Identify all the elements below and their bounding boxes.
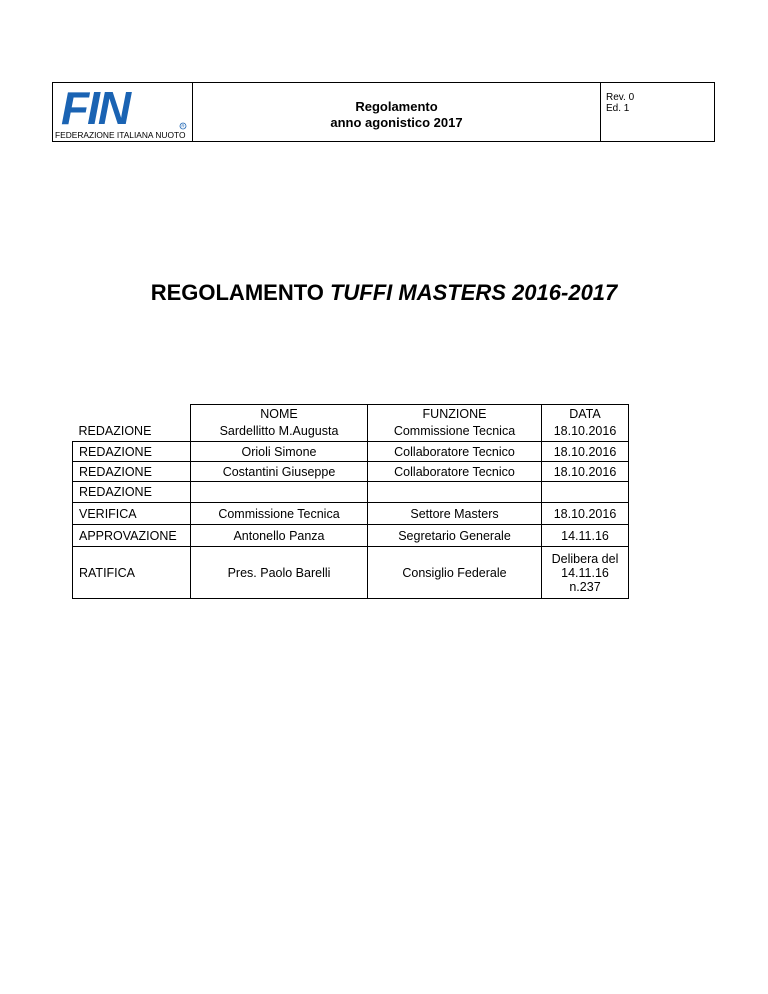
header-title — [193, 83, 601, 141]
header-title-line2: anno agonistico 2017 — [330, 115, 463, 130]
revision-cell — [601, 83, 714, 141]
column-header-nome: NOME — [260, 407, 298, 421]
role-label: REDAZIONE — [73, 482, 191, 503]
table-row — [73, 482, 629, 503]
role-label: REDAZIONE — [73, 442, 191, 462]
data-value: 18.10.2016 — [553, 424, 617, 438]
nome-value: Costantini Giuseppe — [191, 462, 368, 482]
nome-value: Sardellitto M.Augusta — [219, 424, 339, 438]
funzione-value: Commissione Tecnica — [393, 424, 516, 438]
role-label: REDAZIONE — [78, 424, 152, 438]
table-row — [73, 442, 629, 462]
logo-text: FIN — [61, 86, 130, 130]
funzione-value: Segretario Generale — [368, 525, 542, 547]
approval-table — [72, 404, 629, 599]
funzione-value: Collaboratore Tecnico — [368, 442, 542, 462]
logo-caption: FEDERAZIONE ITALIANA NUOTO — [55, 130, 186, 140]
data-value: 14.11.16 — [542, 525, 629, 547]
table-cell — [542, 405, 629, 442]
title-italic: TUFFI MASTERS 2016-2017 — [329, 280, 618, 305]
page-title — [0, 280, 768, 306]
table-row — [73, 525, 629, 547]
document-header — [52, 82, 715, 142]
table-row — [73, 547, 629, 599]
revision: Rev. 0 — [606, 92, 635, 103]
nome-value: Pres. Paolo Barelli — [191, 547, 368, 599]
delibera-date: 14.11.16 — [561, 565, 609, 580]
table-cell — [368, 405, 542, 442]
role-label: APPROVAZIONE — [73, 525, 191, 547]
table-cell — [191, 405, 368, 442]
funzione-value: Collaboratore Tecnico — [368, 462, 542, 482]
fin-logo — [59, 86, 189, 130]
data-value: 18.10.2016 — [542, 462, 629, 482]
role-label: REDAZIONE — [73, 462, 191, 482]
funzione-value: Settore Masters — [368, 503, 542, 525]
svg-text:R: R — [181, 123, 185, 129]
edition: Ed. 1 — [606, 103, 630, 114]
nome-value: Commissione Tecnica — [191, 503, 368, 525]
data-value — [542, 547, 629, 599]
funzione-value: Consiglio Federale — [368, 547, 542, 599]
column-header-data: DATA — [569, 407, 601, 421]
data-value: 18.10.2016 — [542, 442, 629, 462]
title-prefix: REGOLAMENTO — [150, 280, 330, 305]
funzione-value — [368, 482, 542, 503]
logo-cell — [53, 83, 193, 141]
table-row — [73, 462, 629, 482]
data-value — [542, 482, 629, 503]
table-cell — [73, 405, 191, 442]
header-title-line1: Regolamento — [355, 99, 438, 114]
column-header-funzione: FUNZIONE — [422, 407, 487, 421]
role-label: VERIFICA — [73, 503, 191, 525]
table-row — [73, 503, 629, 525]
data-value: 18.10.2016 — [542, 503, 629, 525]
nome-value — [191, 482, 368, 503]
nome-value: Orioli Simone — [191, 442, 368, 462]
nome-value: Antonello Panza — [191, 525, 368, 547]
delibera-number: n.237 — [569, 579, 601, 594]
role-label: RATIFICA — [73, 547, 191, 599]
delibera-line: Delibera del — [551, 551, 619, 566]
table-row — [73, 405, 629, 442]
